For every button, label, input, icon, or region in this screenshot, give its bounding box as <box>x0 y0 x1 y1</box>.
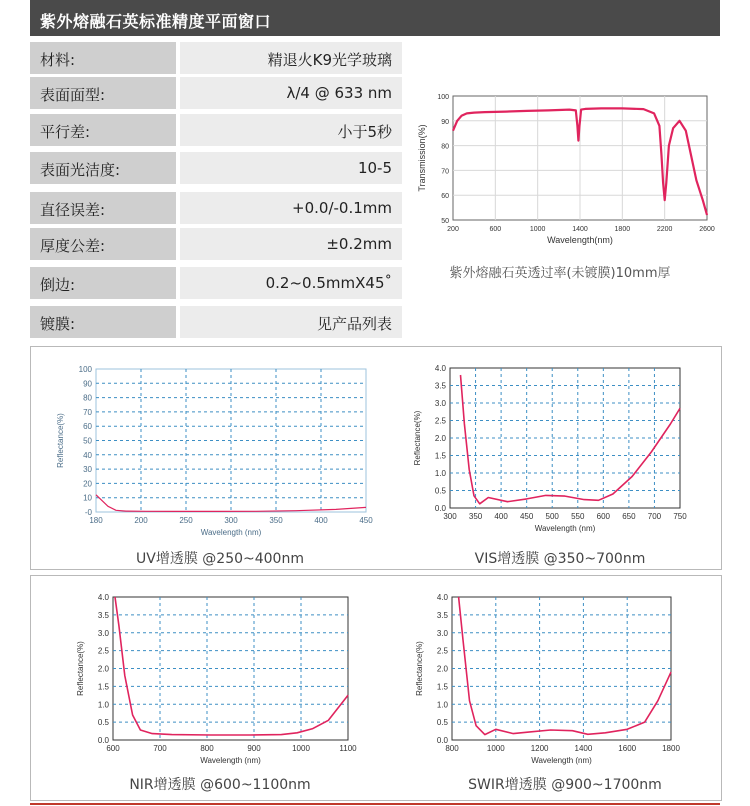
y-tick-label: 1.0 <box>434 469 446 478</box>
y-tick-label: 2.5 <box>434 416 446 426</box>
y-tick-label: 60 <box>83 422 92 432</box>
data-point <box>550 729 551 730</box>
data-point <box>679 120 680 121</box>
y-axis-title: Reflectance(%) <box>413 410 422 466</box>
x-tick-label: 300 <box>443 512 457 521</box>
y-tick-label: 80 <box>441 143 449 151</box>
swir-caption: SWIR增透膜 @900~1700nm <box>468 777 662 793</box>
spec-label: 倒边: <box>40 276 76 294</box>
spec-value-cell <box>180 192 402 224</box>
data-point <box>461 115 462 116</box>
transmission-chart <box>415 84 715 254</box>
data-point <box>145 511 146 512</box>
data-point <box>612 493 613 494</box>
data-point <box>584 499 585 500</box>
spec-label: 直径误差: <box>40 201 106 219</box>
data-point <box>312 728 313 729</box>
uv-caption: UV增透膜 @250~400nm <box>136 551 304 567</box>
y-tick-label: 4.0 <box>434 364 446 373</box>
y-axis-title: Transmission(%) <box>417 124 427 192</box>
y-tick-label: 3.0 <box>97 628 109 638</box>
y-tick-label: 1.5 <box>97 682 109 692</box>
data-point <box>643 109 644 110</box>
spec-value: 见产品列表 <box>316 315 392 333</box>
data-point <box>255 511 256 512</box>
spec-value-cell <box>180 42 402 74</box>
spec-label: 平行差: <box>40 123 91 141</box>
data-point <box>484 112 485 113</box>
x-tick-label: 180 <box>89 516 103 525</box>
y-tick-label: 3.5 <box>434 381 446 391</box>
x-tick-label: 1400 <box>572 226 588 233</box>
y-tick-label: 60 <box>441 193 449 201</box>
spec-value: 0.2~0.5mmX45˚ <box>265 274 392 292</box>
data-point <box>132 714 133 715</box>
data-point <box>488 497 489 498</box>
uv-reflectance-chart <box>50 360 375 540</box>
spec-value: ±0.2mm <box>326 235 392 253</box>
y-tick-label: 80 <box>83 393 92 403</box>
data-point <box>702 200 703 201</box>
page-title: 紫外熔融石英标准精度平面窗口 <box>40 12 272 31</box>
spec-label: 表面光洁度: <box>40 161 121 179</box>
spec-value-cell <box>180 267 402 299</box>
y-tick-label: 10 <box>83 493 92 503</box>
vis-reflectance-chart <box>405 360 695 540</box>
y-tick-label: 100 <box>78 365 92 374</box>
data-point <box>479 503 480 504</box>
x-tick-label: 900 <box>247 744 261 753</box>
spec-value: 精退火K9光学玻璃 <box>267 51 392 69</box>
x-tick-label: 1800 <box>614 226 631 233</box>
x-tick-label: 1000 <box>529 226 546 233</box>
data-point <box>670 672 671 673</box>
x-tick-label: 450 <box>519 512 534 521</box>
x-tick-label: 1800 <box>662 744 680 753</box>
spec-value-cell <box>180 228 402 260</box>
y-tick-label: 20 <box>83 479 92 489</box>
y-axis-title: Reflectance(%) <box>56 413 65 468</box>
spec-row-diameter-tolerance <box>30 192 402 224</box>
data-point <box>696 180 697 181</box>
y-tick-label: 4.0 <box>436 593 448 602</box>
data-point <box>654 113 655 114</box>
data-point <box>528 732 529 733</box>
y-tick-label: 40 <box>83 450 92 460</box>
x-axis-title: Wavelength (nm) <box>534 524 596 533</box>
spec-value: 小于5秒 <box>337 123 392 141</box>
x-axis-title: Wavelength (nm) <box>531 756 592 765</box>
data-point <box>474 112 475 113</box>
data-point <box>706 214 707 215</box>
data-point <box>215 511 216 512</box>
data-point <box>577 125 578 126</box>
data-point <box>670 423 671 424</box>
data-point <box>250 734 251 735</box>
spec-row-parallelism <box>30 114 402 146</box>
y-tick-label: 70 <box>441 168 449 176</box>
x-tick-label: 400 <box>494 512 508 521</box>
data-point <box>466 113 467 114</box>
spec-value-cell <box>180 114 402 146</box>
data-point <box>505 111 506 112</box>
spec-row-thickness-tolerance <box>30 228 402 260</box>
x-tick-label: 550 <box>571 512 585 521</box>
x-tick-label: 1400 <box>574 744 593 753</box>
data-point <box>581 109 582 110</box>
y-axis-title: Reflectance(%) <box>76 641 85 696</box>
data-point <box>115 510 116 511</box>
data-point <box>476 725 477 726</box>
vis-caption: VIS增透膜 @350~700nm <box>474 551 646 567</box>
data-point <box>664 200 665 201</box>
data-point <box>659 125 660 126</box>
spec-label-cell <box>30 192 176 224</box>
spec-label: 表面面型: <box>40 86 106 104</box>
data-point <box>328 720 329 721</box>
x-tick-label: 1100 <box>339 744 357 753</box>
x-tick-label: 2200 <box>656 226 673 233</box>
x-tick-label: 1000 <box>486 744 505 753</box>
spec-label-cell <box>30 306 176 338</box>
data-point <box>587 734 588 735</box>
data-point <box>679 408 680 409</box>
spec-label-cell <box>30 152 176 184</box>
data-point <box>484 734 485 735</box>
nir-caption: NIR增透膜 @600~1100nm <box>129 777 311 793</box>
y-tick-label: 100 <box>437 94 449 101</box>
y-tick-label: 1.5 <box>436 682 448 692</box>
data-point <box>572 730 573 731</box>
data-point <box>452 130 453 131</box>
x-tick-label: 600 <box>596 512 611 521</box>
data-point <box>569 109 570 110</box>
x-tick-label: 200 <box>447 226 459 233</box>
y-tick-label: 30 <box>83 465 92 475</box>
y-tick-label: 50 <box>441 218 449 225</box>
data-point <box>585 108 586 109</box>
y-tick-label: 90 <box>83 379 92 389</box>
x-axis-title: Wavelength (nm) <box>200 528 262 537</box>
spec-value-cell <box>180 77 402 109</box>
data-point <box>627 729 628 730</box>
y-tick-label: 1.0 <box>436 700 448 710</box>
x-tick-label: 700 <box>647 512 662 521</box>
y-tick-label: 1.5 <box>434 451 446 461</box>
spec-row-coating <box>30 306 402 338</box>
data-point <box>668 145 669 146</box>
x-tick-label: 350 <box>269 516 283 525</box>
x-axis-title: Wavelength (nm) <box>200 756 261 765</box>
x-tick-label: 400 <box>314 516 328 525</box>
data-point <box>526 498 527 499</box>
y-tick-label: 0.0 <box>434 504 446 513</box>
x-tick-label: 200 <box>134 516 148 525</box>
data-point <box>464 423 465 424</box>
x-tick-label: 1200 <box>530 744 549 753</box>
data-point <box>297 732 298 733</box>
x-tick-label: 300 <box>224 516 238 525</box>
spec-label-cell <box>30 267 176 299</box>
spec-label-cell <box>30 77 176 109</box>
y-tick-label: 50 <box>83 436 92 446</box>
data-point <box>622 108 623 109</box>
y-tick-label: -0 <box>84 508 92 517</box>
data-point <box>457 120 458 121</box>
y-tick-label: 90 <box>441 118 449 126</box>
data-point <box>495 729 496 730</box>
x-tick-label: 1000 <box>292 744 310 753</box>
data-point <box>545 495 546 496</box>
data-point <box>140 729 141 730</box>
x-tick-label: 2600 <box>699 226 715 233</box>
data-point <box>601 108 602 109</box>
spec-label-cell <box>30 114 176 146</box>
data-point <box>513 733 514 734</box>
spec-row-material <box>30 42 402 74</box>
spec-row-surface-figure <box>30 77 402 109</box>
data-point <box>598 500 599 501</box>
data-point <box>507 501 508 502</box>
y-tick-label: 3.5 <box>436 610 448 620</box>
x-tick-label: 750 <box>673 512 687 521</box>
y-tick-label: 0.0 <box>436 736 448 745</box>
data-point <box>605 732 606 733</box>
swir-reflectance-chart <box>405 588 695 768</box>
y-tick-label: 1.0 <box>97 700 109 710</box>
spec-label: 厚度公差: <box>40 237 106 255</box>
y-tick-label: 70 <box>83 407 92 417</box>
data-point <box>114 596 115 597</box>
data-point <box>210 734 211 735</box>
transmission-caption: 紫外熔融石英透过率(未镀膜)10mm厚 <box>449 266 671 281</box>
spec-value-cell <box>180 306 402 338</box>
data-point <box>125 511 126 512</box>
x-tick-label: 600 <box>106 744 120 753</box>
spec-value: λ/4 @ 633 nm <box>286 84 392 102</box>
data-point <box>458 596 459 597</box>
y-tick-label: 2.5 <box>436 646 448 656</box>
y-tick-label: 2.0 <box>97 664 109 674</box>
data-point <box>685 130 686 131</box>
x-tick-label: 450 <box>359 516 373 525</box>
y-tick-label: 2.0 <box>436 664 448 674</box>
x-tick-label: 650 <box>622 512 636 521</box>
nir-reflectance-chart <box>70 588 360 768</box>
data-point <box>575 110 576 111</box>
y-tick-label: 2.5 <box>97 646 109 656</box>
data-point <box>95 494 96 495</box>
spec-row-surface-quality <box>30 152 402 184</box>
y-tick-label: 0.5 <box>436 718 448 728</box>
y-tick-label: 0.5 <box>434 486 446 496</box>
data-point <box>152 733 153 734</box>
y-tick-label: 3.5 <box>97 610 109 620</box>
data-point <box>101 500 102 501</box>
data-point <box>548 110 549 111</box>
data-point <box>579 125 580 126</box>
data-point <box>564 496 565 497</box>
x-tick-label: 800 <box>200 744 214 753</box>
spec-row-bevel <box>30 267 402 299</box>
data-point <box>365 507 366 508</box>
data-point <box>347 695 348 696</box>
bottom-divider <box>30 803 720 805</box>
data-point <box>578 140 579 141</box>
x-axis-title: Wavelength(nm) <box>547 235 613 245</box>
data-point <box>632 476 633 477</box>
spec-value-cell <box>180 152 402 184</box>
data-point <box>335 509 336 510</box>
data-point <box>661 155 662 156</box>
data-point <box>107 506 108 507</box>
y-tick-label: 4.0 <box>97 593 109 602</box>
x-tick-label: 500 <box>545 512 559 521</box>
data-point <box>295 510 296 511</box>
x-tick-label: 600 <box>489 226 502 233</box>
data-point <box>473 495 474 496</box>
data-point <box>657 700 658 701</box>
spec-value: 10-5 <box>357 159 392 177</box>
data-point <box>124 675 125 676</box>
x-tick-label: 700 <box>153 744 167 753</box>
header-bar <box>30 0 720 36</box>
spec-label-cell <box>30 228 176 260</box>
spec-label: 镀膜: <box>40 315 76 333</box>
x-tick-label: 350 <box>468 512 483 521</box>
data-point <box>527 110 528 111</box>
data-point <box>673 128 674 129</box>
data-point <box>651 451 652 452</box>
x-tick-label: 250 <box>179 516 193 525</box>
spec-label: 材料: <box>40 51 76 69</box>
y-tick-label: 3.0 <box>434 399 446 408</box>
data-point <box>171 734 172 735</box>
data-point <box>462 639 463 640</box>
data-point <box>644 722 645 723</box>
data-point <box>175 511 176 512</box>
data-point <box>118 625 119 626</box>
y-tick-label: 2.0 <box>434 434 446 443</box>
data-point <box>281 734 282 735</box>
x-tick-label: 800 <box>445 744 459 753</box>
y-tick-label: 0.0 <box>97 736 109 745</box>
x-tick-label: 1600 <box>618 744 637 753</box>
spec-value: +0.0/-0.1mm <box>292 199 392 217</box>
data-point <box>469 700 470 701</box>
data-point <box>666 182 667 183</box>
data-point <box>469 469 470 470</box>
y-tick-label: 0.5 <box>97 718 109 728</box>
y-tick-label: 3.0 <box>436 628 448 638</box>
data-point <box>460 374 461 375</box>
spec-label-cell <box>30 42 176 74</box>
y-axis-title: Reflectance(%) <box>415 641 424 696</box>
data-point <box>691 155 692 156</box>
data-point <box>663 182 664 183</box>
